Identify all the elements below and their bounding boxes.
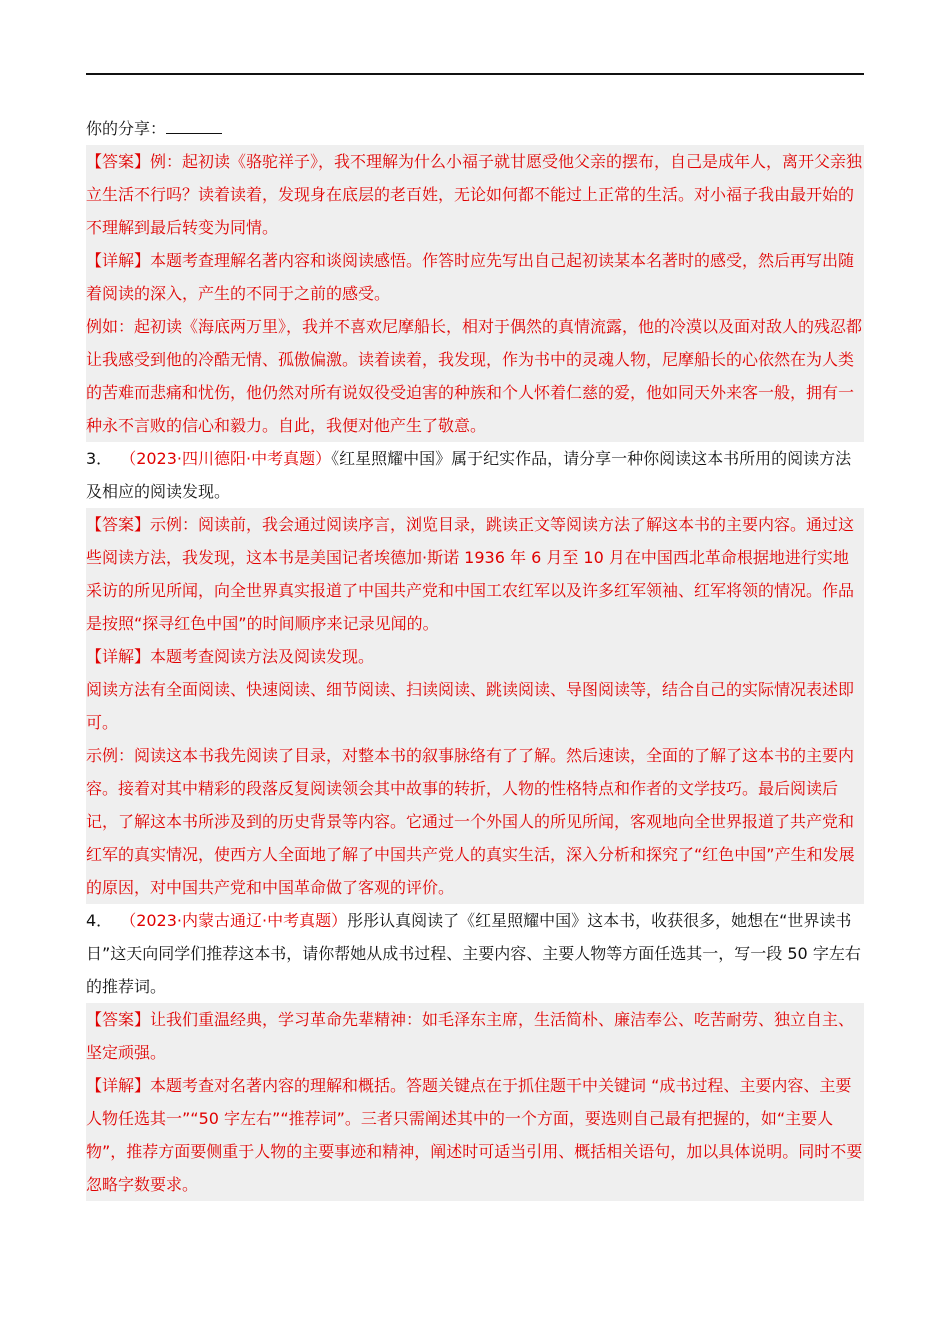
- answer-tag: 【答案】: [86, 515, 151, 534]
- question-3: [86, 442, 864, 508]
- answer-blank: [166, 115, 222, 134]
- answer-block-4: [86, 1003, 864, 1201]
- question-source: （2023·四川德阳·中考真题）: [128, 449, 332, 468]
- question-4: [86, 904, 864, 1003]
- share-prompt-line: [86, 112, 864, 145]
- example-1: 例如：起初读《海底两万里》，我并不喜欢尼摩船长，相对于偶然的真情流露，他的冷漠以及面对敌人的残忍都让我感受到他的冷酷无情、孤傲偏激。读着读着，我发现，作为书中的灵魂人物，尼摩船长的心依然在为人类 的苦难而悲痛和忧伤，他仍然对所有说奴役受迫害的种族和个人怀着仁慈的爱，他如同天外来客一般，拥有一种永不言败的信心和毅力。自此，我便对他产生了敬意。: [86, 317, 863, 435]
- answer-4: [86, 1003, 864, 1069]
- answer-tag: 【答案】: [86, 152, 151, 171]
- answer-block-1: [86, 145, 864, 442]
- methods-3: 阅读方法有全面阅读、快速阅读、细节阅读、扫读阅读、跳读阅读、导图阅读等，结合自己的实际情况表述即可。: [86, 680, 855, 732]
- answer-text: 示例：阅读前，我会通过阅读序言，浏览目录，跳读正文等阅读方法了解这本书的主要内容。通过这些阅读方法，我发现，这本书是美国记者埃德加·斯诺 1936 年 6 月至 10 月在中国西北革命根据地进行实地采访的所见所闻，向全世界真实报道了中国共产党和中国工农红军以及许多红军领袖、红军将领的情况。作品是按照“探寻红色中国”的时间顺序来记录见闻的。: [86, 515, 855, 633]
- question-text: 《红星照耀中国》属于纪实作品，请分享一种你阅读这本书所用的阅读方法及相应的阅读发现。: [86, 449, 852, 501]
- detail-tag: 【详解】: [86, 1076, 151, 1095]
- document-body: [86, 112, 864, 1201]
- share-prompt: 你的分享：: [86, 119, 167, 138]
- detail-text: 本题考查对名著内容的理解和概括。答题关键点在于抓住题干中关键词 “成书过程、主要内容、主要人物任选其一”“50 字左右”“推荐词”。三者只需阐述其中的一个方面，要选则自己最有把握的，如“主要人物”，推荐方面要侧重于人物的主要事迹和精神，阐述时可适当引用、概括相关语句，加以具体说明。同时不要忽略字数要求。: [86, 1076, 863, 1194]
- answer-block-3: [86, 508, 864, 904]
- question-source: （2023·内蒙古通辽·中考真题）: [128, 911, 348, 930]
- detail-tag: 【详解】: [86, 251, 151, 270]
- detail-tag: 【详解】: [86, 647, 151, 666]
- answer-3: [86, 508, 864, 640]
- detail-text: 本题考查理解名著内容和谈阅读感悟。作答时应先写出自己起初读某本名著时的感受，然后再写出随着阅读的深入，产生的不同于之前的感受。: [86, 251, 855, 303]
- answer-text: 例：起初读《骆驼祥子》，我不理解为什么小福子就甘愿受他父亲的摆布，自己是成年人，离开父亲独立生活不行吗？读着读着，发现身在底层的老百姓，无论如何都不能过上正常的生活。对小福子我由最开始的不理解到最后转变为同情。: [86, 152, 863, 237]
- detail-3: [86, 640, 864, 673]
- question-text: 彤彤认真阅读了《红星照耀中国》这本书，收获很多，她想在“世界读书日”这天向同学们推荐这本书，请你帮她从成书过程、主要内容、主要人物等方面任选其一，写一段 50 字左右的推荐词。: [86, 911, 861, 996]
- detail-text: 本题考查阅读方法及阅读发现。: [150, 647, 375, 666]
- question-number: 3．: [86, 449, 113, 468]
- detail-1: [86, 244, 864, 310]
- answer-text: 让我们重温经典，学习革命先辈精神：如毛泽东主席，生活简朴、廉洁奉公、吃苦耐劳、独立自主、坚定顽强。: [86, 1010, 855, 1062]
- detail-4: [86, 1069, 864, 1201]
- answer-1: [86, 145, 864, 244]
- example-3: 示例：阅读这本书我先阅读了目录，对整本书的叙事脉络有了了解。然后速读，全面的了解了这本书的主要内容。接着对其中精彩的段落反复阅读领会其中故事的转折，人物的性格特点和作者的文学技巧。最后阅读后记，了解这本书所涉及到的历史背景等内容。它通过一个外国人的所见所闻，客观地向全世界报道了共产党和红军的真实情况，使西方人全面地了解了中国共产党人的真实生活，深入分析和探究了“红色中国”产生和发展的原因，对中国共产党和中国革命做了客观的评价。: [86, 746, 855, 897]
- header-rule: [86, 73, 864, 75]
- answer-tag: 【答案】: [86, 1010, 151, 1029]
- question-number: 4．: [86, 911, 113, 930]
